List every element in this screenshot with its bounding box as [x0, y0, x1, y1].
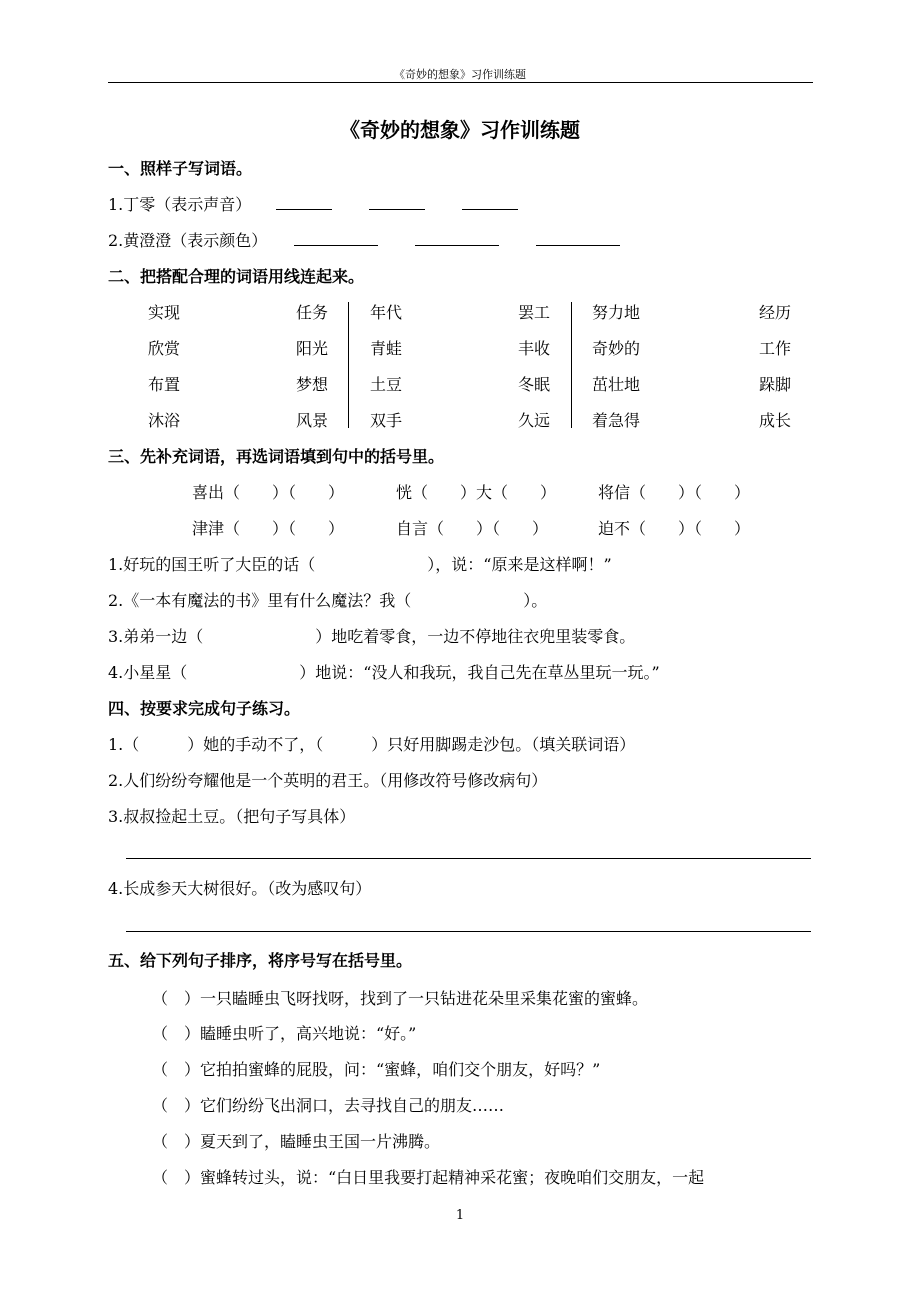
answer-line[interactable]	[126, 931, 811, 932]
section-3-heading: 三、先补充词语，再选词语填到句中的括号里。	[108, 447, 445, 466]
s1-q2-blank-3[interactable]	[536, 230, 620, 246]
s3-sentence-4[interactable]: 4.小星星（ ）地说：“没人和我玩，我自己先在草丛里玩一玩。”	[108, 663, 660, 682]
s4-item-3: 3.叔叔捡起土豆。（把句子写具体）	[108, 807, 356, 826]
order-item[interactable]: （ ）它们纷纷飞出洞口，去寻找自己的朋友……	[152, 1096, 505, 1115]
page-title: 《奇妙的想象》习作训练题	[340, 118, 580, 142]
group-divider	[571, 302, 572, 428]
s1-q1-blank-2[interactable]	[369, 194, 425, 210]
idiom-fill[interactable]: 喜出（ ）（ ）	[192, 483, 345, 502]
header-rule	[108, 82, 813, 83]
match-word: 久远	[518, 411, 551, 430]
s4-item-1[interactable]: 1.（ ）她的手动不了，（ ）只好用脚踢走沙包。（填关联词语）	[108, 735, 636, 754]
s3-sentence-1[interactable]: 1.好玩的国王听了大臣的话（ ），说：“原来是这样啊！”	[108, 555, 612, 574]
section-4-heading: 四、按要求完成句子练习。	[108, 699, 301, 718]
s4-item-4: 4.长成参天大树很好。（改为感叹句）	[108, 879, 372, 898]
match-word: 风景	[296, 411, 329, 430]
idiom-fill[interactable]: 自言（ ）（ ）	[396, 519, 549, 538]
idiom-fill[interactable]: 津津（ ）（ ）	[192, 519, 345, 538]
section-1-heading: 一、照样子写词语。	[108, 159, 253, 178]
match-word: 经历	[759, 303, 792, 322]
idiom-fill[interactable]: 将信（ ）（ ）	[598, 483, 751, 502]
match-word: 冬眠	[518, 375, 551, 394]
match-word: 奇妙的	[592, 339, 641, 358]
answer-line[interactable]	[126, 858, 811, 859]
page-number: 1	[455, 1208, 465, 1223]
order-item[interactable]: （ ）它拍拍蜜蜂的屁股，问：“蜜蜂，咱们交个朋友，好吗？”	[152, 1060, 601, 1079]
s1-q1-text: 1.丁零（表示声音）	[108, 195, 252, 214]
order-item[interactable]: （ ）蜜蜂转过头，说：“白日里我要打起精神采花蜜；夜晚咱们交朋友，一起	[152, 1168, 705, 1187]
match-word: 努力地	[592, 303, 641, 322]
s1-question-2	[108, 228, 267, 251]
s3-sentence-3[interactable]: 3.弟弟一边（ ）地吃着零食，一边不停地往衣兜里装零食。	[108, 627, 636, 646]
match-word: 沐浴	[148, 411, 181, 430]
s1-question-1	[108, 192, 251, 215]
s1-q2-blank-1[interactable]	[294, 230, 378, 246]
order-item[interactable]: （ ）夏天到了，瞌睡虫王国一片沸腾。	[152, 1132, 441, 1151]
idiom-fill[interactable]: 迫不（ ）（ ）	[598, 519, 751, 538]
group-divider	[348, 302, 349, 428]
match-word: 茁壮地	[592, 375, 641, 394]
match-word: 着急得	[592, 411, 641, 430]
section-2-heading: 二、把搭配合理的词语用线连起来。	[108, 267, 365, 286]
order-item[interactable]: （ ）瞌睡虫听了，高兴地说：“好。”	[152, 1024, 417, 1043]
match-word: 跺脚	[759, 375, 792, 394]
match-word: 年代	[370, 303, 403, 322]
s1-q2-text: 2.黄澄澄（表示颜色）	[108, 231, 268, 250]
match-word: 丰收	[518, 339, 551, 358]
match-word: 布置	[148, 375, 181, 394]
match-word: 工作	[759, 339, 792, 358]
match-word: 成长	[759, 411, 792, 430]
idiom-fill[interactable]: 恍（ ）大（ ）	[396, 483, 557, 502]
s3-sentence-2[interactable]: 2.《一本有魔法的书》里有什么魔法？我（ ）。	[108, 591, 548, 610]
match-word: 双手	[370, 411, 403, 430]
match-word: 欣赏	[148, 339, 181, 358]
match-word: 实现	[148, 303, 181, 322]
s1-q2-blank-2[interactable]	[415, 230, 499, 246]
s1-q1-blank-1[interactable]	[276, 194, 332, 210]
match-word: 梦想	[296, 375, 329, 394]
match-word: 阳光	[296, 339, 329, 358]
match-word: 任务	[296, 303, 329, 322]
match-word: 青蛙	[370, 339, 403, 358]
section-5-heading: 五、给下列句子排序，将序号写在括号里。	[108, 951, 413, 970]
s1-q1-blank-3[interactable]	[462, 194, 518, 210]
match-word: 土豆	[370, 375, 403, 394]
order-item[interactable]: （ ）一只瞌睡虫飞呀找呀，找到了一只钻进花朵里采集花蜜的蜜蜂。	[152, 989, 649, 1008]
running-header: 《奇妙的想象》习作训练题	[394, 68, 526, 81]
s4-item-2: 2.人们纷纷夸耀他是一个英明的君王。（用修改符号修改病句）	[108, 771, 548, 790]
match-word: 罢工	[518, 303, 551, 322]
